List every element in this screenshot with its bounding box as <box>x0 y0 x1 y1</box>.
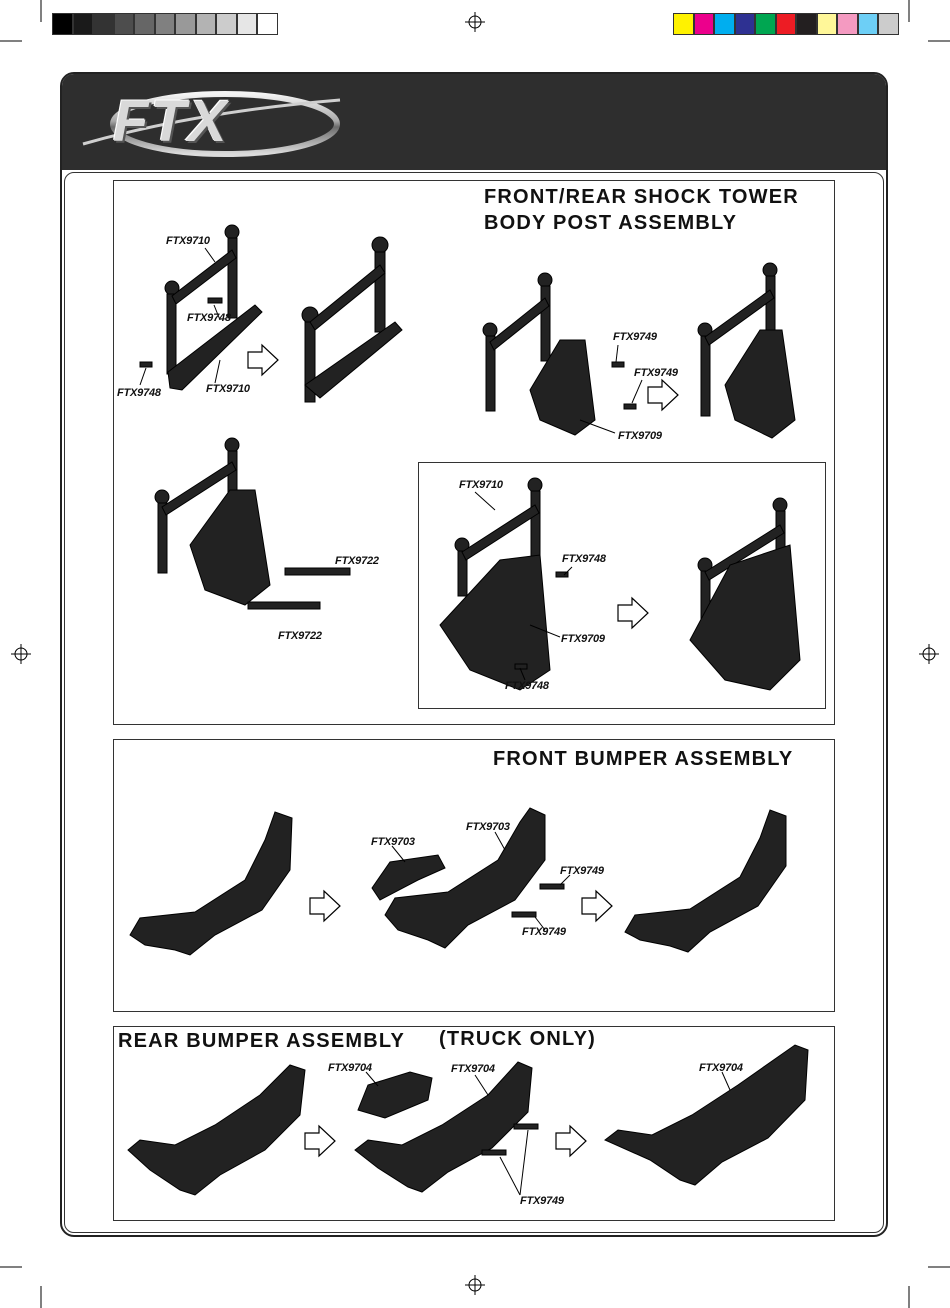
part-label: FTX9703 <box>371 836 415 848</box>
logo-text: FTX <box>113 89 229 154</box>
part-label: FTX9748 <box>117 387 161 399</box>
section3-subtitle: (TRUCK ONLY) <box>439 1028 596 1050</box>
part-label: FTX9749 <box>520 1195 564 1207</box>
part-label: FTX9748 <box>187 312 231 324</box>
part-label: FTX9709 <box>561 633 605 645</box>
part-label: FTX9749 <box>634 367 678 379</box>
part-label: FTX9709 <box>618 430 662 442</box>
part-label: FTX9703 <box>466 821 510 833</box>
section3-title: REAR BUMPER ASSEMBLY <box>118 1030 405 1052</box>
part-label: FTX9704 <box>328 1062 372 1074</box>
section2-title: FRONT BUMPER ASSEMBLY <box>493 748 794 770</box>
part-label: FTX9722 <box>335 555 379 567</box>
part-label: FTX9710 <box>206 383 250 395</box>
part-label: FTX9749 <box>522 926 566 938</box>
section1-title-line2: BODY POST ASSEMBLY <box>484 212 738 234</box>
section1-title-line1: FRONT/REAR SHOCK TOWER <box>484 186 799 208</box>
part-label: FTX9748 <box>562 553 606 565</box>
part-label: FTX9722 <box>278 630 322 642</box>
part-label: FTX9710 <box>459 479 503 491</box>
part-label: FTX9704 <box>699 1062 743 1074</box>
part-label: FTX9749 <box>560 865 604 877</box>
part-label: FTX9749 <box>613 331 657 343</box>
part-label: FTX9710 <box>166 235 210 247</box>
part-label: FTX9704 <box>451 1063 495 1075</box>
part-label: FTX9748 <box>505 680 549 692</box>
